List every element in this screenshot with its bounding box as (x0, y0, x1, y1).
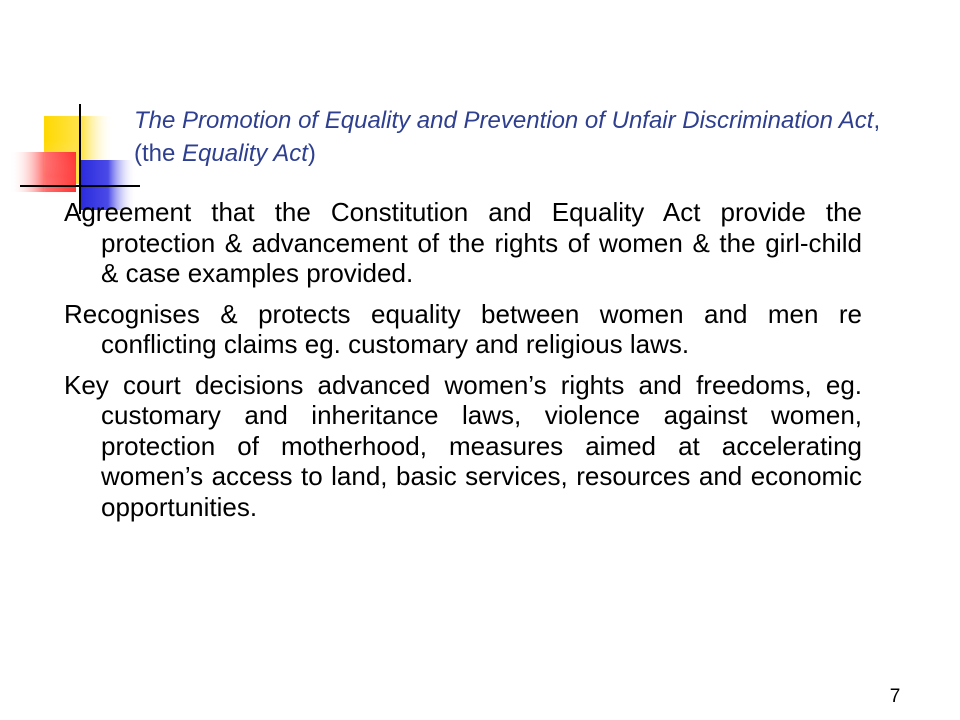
bullet-recognises: Recognises & protects equality between women and men re conflicting claims eg. customary and religious laws. (64, 298, 862, 359)
title-act-name: The Promotion of Equality and Prevention of Unfair Discrimination Act (134, 107, 874, 134)
slide-number: 7 (889, 686, 901, 707)
title-short-name: Equality Act (182, 140, 308, 167)
decorative-squares-logo (0, 0, 140, 220)
bullet-court-decisions: Key court decisions advanced women’s rights and freedoms, eg. customary and inheritance laws, violence against women, protection of motherhood, measures aimed at accelerating women’s access to land, basic services, resources and economic opportunities. (64, 369, 862, 522)
bullet-agreement: Agreement that the Constitution and Equality Act provide the protection & advancement of the rights of women & the girl-child & case examples provided. (64, 197, 862, 288)
slide-title (134, 104, 894, 170)
slide-body (64, 197, 862, 532)
title-close-paren: ) (307, 140, 316, 167)
title-connector: , (the (134, 107, 881, 167)
